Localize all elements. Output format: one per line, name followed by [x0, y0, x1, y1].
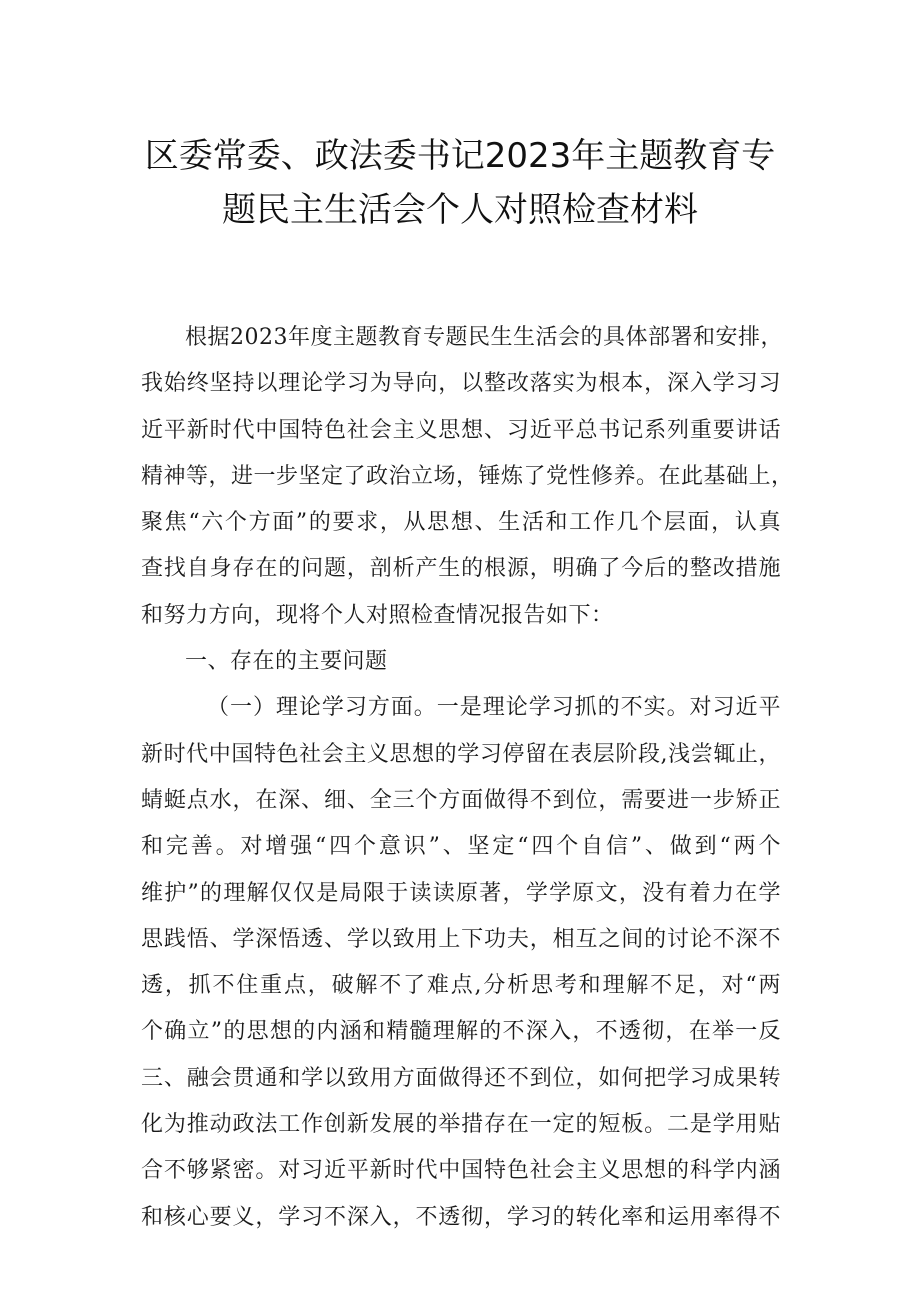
- body-line: 近平新时代中国特色社会主义思想、习近平总书记系列重要讲话: [141, 417, 781, 443]
- body-line: 新时代中国特色社会主义思想的学习停留在表层阶段,浅尝辄止，: [141, 741, 781, 767]
- document-title-line-1: 区委常委、政法委书记2023年主题教育专: [144, 136, 776, 176]
- body-line: 蜻蜓点水，在深、细、全三个方面做得不到位，需要进一步矫正: [141, 787, 781, 813]
- body-line: 个确立”的思想的内涵和精髓理解的不深入，不透彻，在举一反: [141, 1019, 781, 1045]
- body-line: 化为推动政法工作创新发展的举措存在一定的短板。二是学用贴: [141, 1112, 781, 1138]
- document-title-line-2: 题民主生活会个人对照检查材料: [222, 190, 698, 230]
- body-line: 精神等，进一步坚定了政治立场，锤炼了党性修养。在此基础上，: [141, 463, 794, 489]
- body-line: 和核心要义，学习不深入，不透彻，学习的转化率和运用率得不: [141, 1204, 781, 1230]
- body-line: 我始终坚持以理论学习为导向，以整改落实为根本，深入学习习: [141, 371, 781, 397]
- body-line: 和努力方向，现将个人对照检查情况报告如下：: [141, 602, 614, 628]
- body-line: 查找自身存在的问题，剖析产生的根源，明确了今后的整改措施: [141, 556, 781, 582]
- body-line: 思践悟、学深悟透、学以致用上下功夫，相互之间的讨论不深不: [141, 926, 781, 952]
- document-body: [141, 315, 794, 1241]
- subsection-heading-line: （一）理论学习方面。一是理论学习抓的不实。对习近平: [207, 695, 781, 721]
- body-line: 三、融会贯通和学以致用方面做得还不到位，如何把学习成果转: [141, 1065, 781, 1091]
- body-line: 根据2023年度主题教育专题民生生活会的具体部署和安排，: [185, 325, 783, 350]
- body-line: 维护”的理解仅仅是局限于读读原著，学学原文，没有着力在学: [141, 880, 781, 906]
- body-line: 聚焦“六个方面”的要求，从思想、生活和工作几个层面，认真: [141, 510, 781, 536]
- body-line: 透，抓不住重点，破解不了难点,分析思考和理解不足，对“两: [141, 973, 781, 999]
- body-line: 和完善。对增强“四个意识”、坚定“四个自信”、做到“两个: [141, 834, 781, 860]
- body-line: 合不够紧密。对习近平新时代中国特色社会主义思想的科学内涵: [141, 1158, 781, 1184]
- section-heading: 一、存在的主要问题: [185, 649, 388, 675]
